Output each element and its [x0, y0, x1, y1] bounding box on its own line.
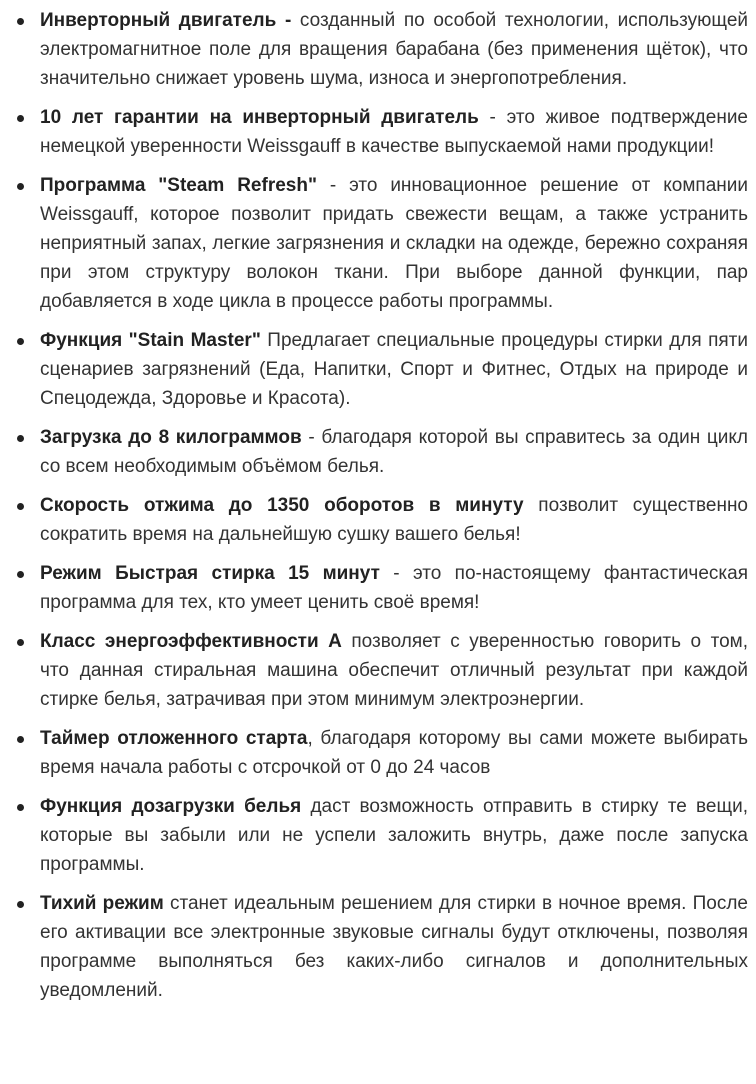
feature-title: Функция "Stain Master" [40, 330, 261, 351]
bullet-icon [17, 115, 24, 122]
feature-title: Инверторный двигатель - [40, 10, 292, 31]
feature-title: Программа "Steam Refresh" [40, 175, 317, 196]
feature-title: Таймер отложенного старта [40, 728, 308, 749]
feature-item-add-laundry [40, 792, 748, 879]
feature-item-warranty [40, 103, 748, 161]
feature-text: - благодаря которой вы справитесь за один цикл со всем необходимым объёмом белья. [40, 427, 748, 477]
feature-title: Скорость отжима до 1350 оборотов в минуту [40, 495, 524, 516]
feature-item-stain-master [40, 326, 748, 413]
feature-item-steam-refresh [40, 171, 748, 316]
feature-item-spin-speed [40, 491, 748, 549]
feature-text: - это живое подтверждение немецкой уверенности Weissgauff в качестве выпускаемой нами продукции! [40, 107, 748, 157]
bullet-icon [17, 18, 24, 25]
bullet-icon [17, 901, 24, 908]
bullet-icon [17, 639, 24, 646]
feature-title: Класс энергоэффективности А [40, 631, 342, 652]
bullet-icon [17, 183, 24, 190]
feature-title: 10 лет гарантии на инверторный двигатель [40, 107, 479, 128]
feature-title: Загрузка до 8 килограммов [40, 427, 302, 448]
bullet-icon [17, 736, 24, 743]
feature-text: - это по-настоящему фантастическая программа для тех, кто умеет ценить своё время! [40, 563, 748, 613]
feature-item-silent-mode [40, 889, 748, 1005]
bullet-icon [17, 338, 24, 345]
feature-item-inverter-motor [40, 6, 748, 93]
feature-title: Тихий режим [40, 893, 164, 914]
feature-text: - это инновационное решение от компании Weissgauff, которое позволит придать свежести вещам, а также устранить неприятный запах, легкие загрязнения и складки на одежде, бережно сохраняя при этом структуру волокон ткани. При выборе данной функции, пар добавляется в ходе цикла в процессе работы программы. [40, 175, 748, 312]
bullet-icon [17, 571, 24, 578]
feature-text: даст возможность отправить в стирку те вещи, которые вы забыли или не успели заложить внутрь, даже после запуска программы. [40, 796, 749, 875]
feature-title: Функция дозагрузки белья [40, 796, 302, 817]
feature-text: позволит существенно сократить время на дальнейшую сушку вашего белья! [40, 495, 748, 545]
bullet-icon [17, 435, 24, 442]
bullet-icon [17, 503, 24, 510]
feature-text: , благодаря которому вы сами можете выбирать время начала работы с отсрочкой от 0 до 24 часов [40, 728, 749, 778]
feature-text: Предлагает специальные процедуры стирки для пяти сценариев загрязнений (Еда, Напитки, Спорт и Фитнес, Отдых на природе и Спецодежда, Здоровье и Красота). [40, 330, 748, 409]
feature-item-load-capacity [40, 423, 748, 481]
feature-text: позволяет с уверенностью говорить о том, что данная стиральная машина обеспечит отличный результат при каждой стирке белья, затрачивая при этом минимум электроэнергии. [40, 631, 748, 710]
feature-item-energy-class [40, 627, 748, 714]
feature-item-delay-timer [40, 724, 748, 782]
feature-text: созданный по особой технологии, использующей электромагнитное поле для вращения барабана (без применения щёток), что значительно снижает уровень шума, износа и энергопотребления. [40, 10, 748, 89]
feature-text: станет идеальным решением для стирки в ночное время. После его активации все электронные звуковые сигналы будут отключены, позволяя программе выполняться без каких-либо сигналов и дополнительных уведомлений. [40, 893, 748, 1001]
feature-title: Режим Быстрая стирка 15 минут [40, 563, 380, 584]
bullet-icon [17, 804, 24, 811]
feature-item-quick-wash [40, 559, 748, 617]
